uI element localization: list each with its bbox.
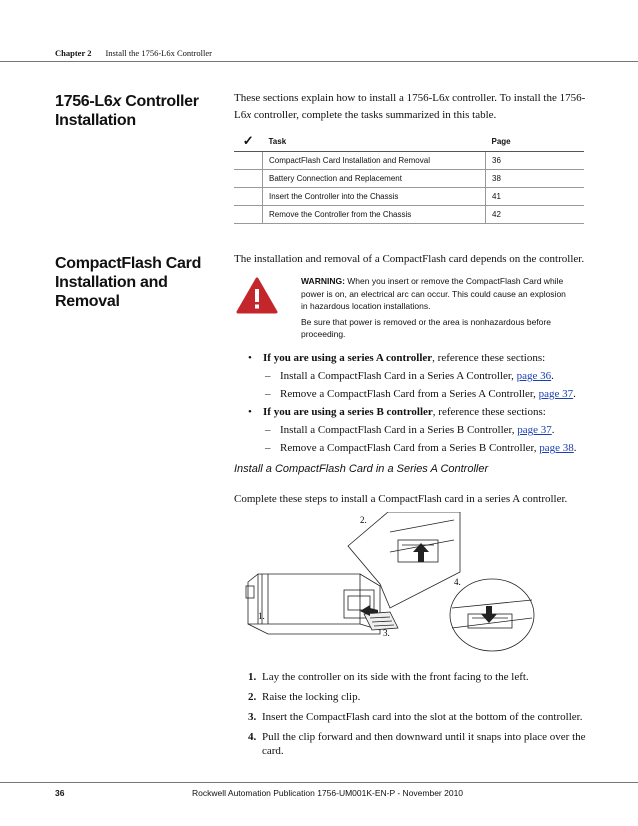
section-heading-compactflash: CompactFlash Card Installation and Removal: [55, 255, 202, 310]
chapter-title: Install the 1756-L6x Controller: [105, 48, 212, 58]
publication-info: Rockwell Automation Publication 1756-UM001K-EN-P - November 2010: [192, 788, 464, 798]
compactflash-installation-figure: [240, 512, 540, 662]
warning-box: WARNING: When you insert or remove the CompactFlash Card while power is on, an electrical arc can occur. This could cause an explosion in hazardous location installations. Be sure that power is removed or the area is nonhazardous before proceeding.: [301, 276, 566, 339]
subsection-heading: Install a CompactFlash Card in a Series A Controller: [234, 463, 489, 475]
list-item: 3. Insert the CompactFlash card into the slot at the bottom of the controller.: [248, 711, 583, 723]
list-item: – Remove a CompactFlash Card from a Series A Controller, page 37.: [248, 385, 588, 403]
figure-label-4: 4.: [454, 577, 461, 587]
steps-intro: Complete these steps to install a CompactFlash card in a series A controller.: [234, 493, 568, 505]
checkmark-icon: ✓: [234, 131, 263, 152]
installation-steps: [248, 670, 588, 764]
series-bullet-list: [248, 349, 588, 457]
task-table: [234, 131, 584, 224]
list-item: 2. Raise the locking clip.: [248, 691, 361, 703]
page-link[interactable]: page 37: [538, 388, 574, 400]
page-link[interactable]: page 38: [539, 442, 574, 454]
column-header-page: Page: [486, 131, 585, 152]
figure-label-1: 1.: [258, 611, 265, 621]
page-link[interactable]: page 37: [517, 424, 552, 436]
list-item: • If you are using a series A controller, reference these sections:: [248, 349, 588, 367]
table-row: Remove the Controller from the Chassis 42: [234, 206, 584, 224]
warning-label: WARNING:: [301, 276, 345, 286]
page-number: 36: [55, 788, 65, 798]
column-header-task: Task: [263, 131, 486, 152]
figure-label-3: 3.: [383, 628, 390, 638]
list-item: 1. Lay the controller on its side with the front facing to the left.: [248, 671, 529, 683]
table-row: Insert the Controller into the Chassis 41: [234, 188, 584, 206]
chapter-number: Chapter 2: [55, 48, 92, 58]
compactflash-intro: The installation and removal of a CompactFlash card depends on the controller.: [234, 253, 585, 265]
table-header-row: [234, 131, 584, 152]
section-intro: These sections explain how to install a 1756-L6x controller. To install the 1756-L6x controller, complete the tasks summarized in this table.: [234, 92, 586, 121]
running-header: [55, 48, 212, 58]
table-row: Battery Connection and Replacement 38: [234, 170, 584, 188]
list-item: – Install a CompactFlash Card in a Series A Controller, page 36.: [248, 367, 588, 385]
page-link[interactable]: page 36: [516, 370, 552, 382]
header-rule: [0, 61, 638, 62]
list-item: 4. Pull the clip forward and then downward until it snaps into place over the card.: [248, 731, 586, 757]
list-item: – Install a CompactFlash Card in a Series B Controller, page 37.: [248, 421, 588, 439]
section-heading-controller-installation: 1756-L6x Controller Installation: [55, 93, 199, 129]
list-item: – Remove a CompactFlash Card from a Series B Controller, page 38.: [248, 439, 588, 457]
warning-triangle-icon: [236, 277, 278, 314]
table-row: CompactFlash Card Installation and Removal 36: [234, 152, 584, 170]
footer-rule: [0, 782, 638, 783]
list-item: • If you are using a series B controller, reference these sections:: [248, 403, 588, 421]
figure-label-2: 2.: [360, 515, 367, 525]
